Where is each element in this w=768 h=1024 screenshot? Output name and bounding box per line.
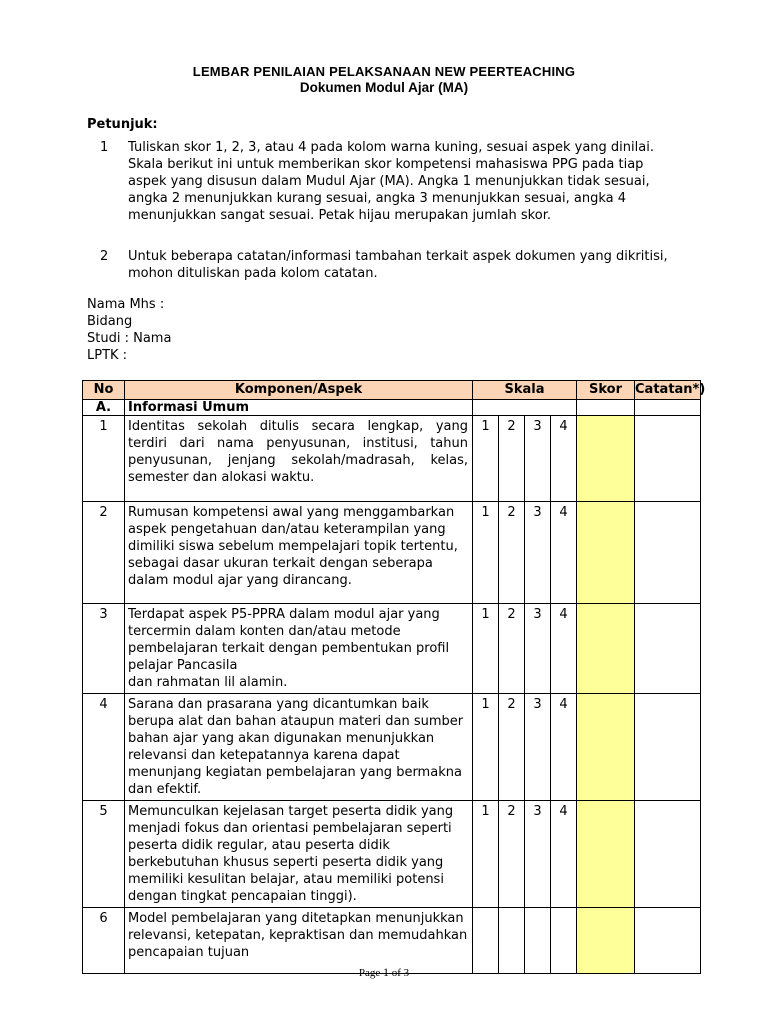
scale-option[interactable]: 4 <box>551 604 577 694</box>
row-aspect-text: Memunculkan kejelasan target peserta didik yang menjadi fokus dan orientasi pembelajaran seperti peserta didik regular, atau peserta didik berkebutuhan khusus seperti peserta didik yang memiliki kesulitan belajar, atau memiliki potensi dengan tingkat pencapaian tinggi). <box>125 801 473 908</box>
meta-nama-mhs: Nama Mhs : <box>87 297 165 312</box>
header-catatan: Catatan*) <box>635 381 701 400</box>
section-scale-blank <box>473 400 577 416</box>
scale-option[interactable]: 4 <box>551 694 577 801</box>
table-header-row <box>83 381 701 400</box>
skor-input-cell[interactable] <box>577 502 635 604</box>
scale-option[interactable]: 2 <box>499 801 525 908</box>
scale-option[interactable]: 1 <box>473 694 499 801</box>
instruction-item-1 <box>87 139 677 243</box>
section-no: A. <box>83 400 125 416</box>
assessment-table <box>82 380 706 974</box>
table-row <box>83 604 701 694</box>
document-subtitle: Dokumen Modul Ajar (MA) <box>299 80 469 95</box>
scale-option[interactable]: 3 <box>525 604 551 694</box>
header-komponen: Komponen/Aspek <box>125 381 473 400</box>
catatan-input-cell[interactable] <box>635 908 701 974</box>
scale-option[interactable]: 3 <box>525 801 551 908</box>
scale-option[interactable]: 2 <box>499 694 525 801</box>
table-row <box>83 502 701 604</box>
instruction-number: 2 <box>100 249 109 264</box>
row-aspect-text: Identitas sekolah ditulis secara lengkap, yang terdiri dari nama penyusunan, institusi, tahun penyusunan, jenjang sekolah/madrasah, kelas, semester dan alokasi waktu. <box>125 416 473 502</box>
section-skor-blank <box>577 400 635 416</box>
row-aspect-text-part1: Terdapat aspek P5-PPRA dalam modul ajar yang tercermin dalam konten dan/atau metode pembelajaran terkait dengan pembentukan profil pelajar Pancasila <box>128 607 450 673</box>
document-title: LEMBAR PENILAIAN PELAKSANAAN NEW PEERTEACHING <box>192 64 576 79</box>
scale-option[interactable]: 4 <box>551 502 577 604</box>
table-row <box>83 694 701 801</box>
instruction-item-2 <box>87 248 677 284</box>
scale-option[interactable]: 1 <box>473 502 499 604</box>
row-aspect-text: Sarana dan prasarana yang dicantumkan baik berupa alat dan bahan ataupun materi dan sumber bahan ajar yang akan digunakan menunjukkan relevansi dan ketepatannya karena dapat menunjang kegiatan pembelajaran yang bermakna dan efektif. <box>125 694 473 801</box>
header-skor: Skor <box>577 381 635 400</box>
scale-blank[interactable] <box>499 908 525 974</box>
scale-option[interactable]: 3 <box>525 694 551 801</box>
table-row <box>83 416 701 502</box>
scale-option[interactable]: 3 <box>525 416 551 502</box>
scale-option[interactable]: 1 <box>473 801 499 908</box>
header-no: No <box>83 381 125 400</box>
skor-input-cell[interactable] <box>577 908 635 974</box>
skor-input-cell[interactable] <box>577 801 635 908</box>
scale-option[interactable]: 4 <box>551 416 577 502</box>
scale-blank[interactable] <box>551 908 577 974</box>
skor-input-cell[interactable] <box>577 416 635 502</box>
instruction-number: 1 <box>100 140 109 155</box>
footer-prefix: Page <box>358 967 383 979</box>
scale-option[interactable]: 4 <box>551 801 577 908</box>
catatan-input-cell[interactable] <box>635 502 701 604</box>
footer-page-number: 1 <box>382 965 389 979</box>
catatan-input-cell[interactable] <box>635 604 701 694</box>
scale-option[interactable]: 1 <box>473 604 499 694</box>
row-number: 4 <box>83 694 125 801</box>
scale-blank[interactable] <box>473 908 499 974</box>
catatan-input-cell[interactable] <box>635 694 701 801</box>
row-aspect-text-part2: dan rahmatan lil alamin. <box>128 675 288 690</box>
catatan-input-cell[interactable] <box>635 416 701 502</box>
row-aspect-text <box>125 604 473 694</box>
section-label: Informasi Umum <box>125 400 473 416</box>
table-row <box>83 801 701 908</box>
header-skala: Skala <box>473 381 577 400</box>
scale-option[interactable]: 2 <box>499 604 525 694</box>
meta-bidang: Bidang <box>87 314 133 329</box>
scale-option[interactable]: 3 <box>525 502 551 604</box>
meta-lptk: LPTK : <box>87 348 128 363</box>
meta-studi: Studi : Nama <box>87 331 172 346</box>
catatan-input-cell[interactable] <box>635 801 701 908</box>
scale-option[interactable]: 2 <box>499 502 525 604</box>
scale-option[interactable]: 2 <box>499 416 525 502</box>
table-row <box>83 908 701 974</box>
skor-input-cell[interactable] <box>577 694 635 801</box>
skor-input-cell[interactable] <box>577 604 635 694</box>
row-number: 5 <box>83 801 125 908</box>
row-number: 3 <box>83 604 125 694</box>
footer-suffix: of 3 <box>388 967 410 979</box>
instruction-text: Untuk beberapa catatan/informasi tambahan terkait aspek dokumen yang dikritisi, mohon dituliskan pada kolom catatan. <box>128 249 668 281</box>
page-footer <box>0 965 768 980</box>
row-number: 1 <box>83 416 125 502</box>
row-number: 6 <box>83 908 125 974</box>
instruction-text: Tuliskan skor 1, 2, 3, atau 4 pada kolom warna kuning, sesuai aspek yang dinilai. Skala berikut ini untuk memberikan skor kompetensi mahasiswa PPG pada tiap aspek yang disusun dalam Mudul Ajar (MA). Angka 1 menunjukkan tidak sesuai, angka 2 menunjukkan kurang sesuai, angka 3 menunjukkan sesuai, angka 4 menunjukkan sangat sesuai. Petak hijau merupakan jumlah skor. <box>128 140 654 223</box>
row-aspect-text: Rumusan kompetensi awal yang menggambarkan aspek pengetahuan dan/atau keterampilan yang dimiliki siswa sebelum mempelajari topik tertentu, sebagai dasar ukuran terkait dengan seberapa dalam modul ajar yang dirancang. <box>125 502 473 604</box>
row-aspect-text: Model pembelajaran yang ditetapkan menunjukkan relevansi, ketepatan, kepraktisan dan memudahkan pencapaian tujuan <box>125 908 473 974</box>
scale-blank[interactable] <box>525 908 551 974</box>
section-catatan-blank <box>635 400 701 416</box>
section-row <box>83 400 701 416</box>
scale-option[interactable]: 1 <box>473 416 499 502</box>
petunjuk-label: Petunjuk: <box>87 117 158 132</box>
row-number: 2 <box>83 502 125 604</box>
